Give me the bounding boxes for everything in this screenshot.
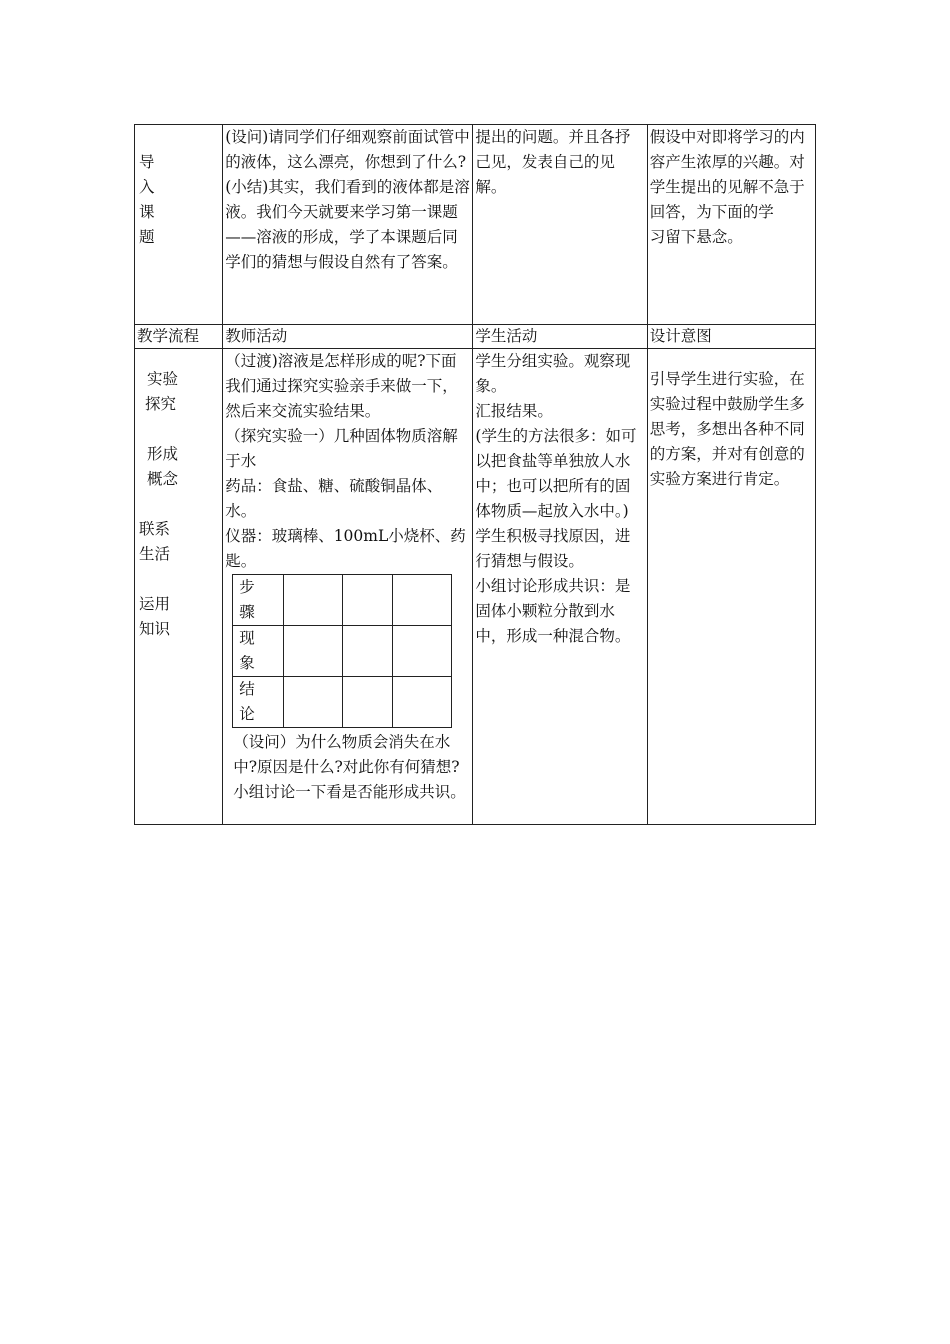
intro-teacher-summary: (小结)其实，我们看到的液体都是溶液。我们今天就要来学习第一课题——溶液的形成，学了本课题后同学们的猜想与假设自然有了答案。 xyxy=(225,178,470,271)
student-line-2: 汇报结果。 xyxy=(475,402,553,420)
header-teacher: 教师活动 xyxy=(223,325,473,349)
record-label-conclusion: 结论 xyxy=(239,680,255,723)
experiment-intent-cell xyxy=(647,349,815,825)
record-cell xyxy=(284,575,343,626)
experiment-row xyxy=(135,349,816,825)
intro-intent-cell xyxy=(647,125,815,325)
teacher-transition: （过渡)溶液是怎样形成的呢?下面我们通过探究实验亲手来做一下，然后来交流实验结果。 xyxy=(225,352,458,420)
intro-intent-text-2: 习留下悬念。 xyxy=(649,228,743,246)
stage-label-g: 运用 xyxy=(139,595,171,613)
student-line-4: 学生积极寻找原因，进行猜想与假设。 xyxy=(475,527,631,570)
stage-label-f: 生活 xyxy=(139,545,171,563)
header-process: 教学流程 xyxy=(135,325,223,349)
stage-label-e: 联系 xyxy=(139,520,171,538)
record-cell xyxy=(393,677,452,728)
experiment-stage-cell xyxy=(135,349,223,825)
teacher-reagents: 药品：食盐、糖、硫酸铜晶体、水。 xyxy=(225,477,443,520)
record-row-conclusion xyxy=(233,677,452,728)
experiment-intent-text: 引导学生进行实验，在实验过程中鼓励学生多思考，多想出各种不同的方案，并对有创意的实验方案进行肯定。 xyxy=(649,370,805,488)
record-cell xyxy=(393,626,452,677)
intro-stage-cell xyxy=(135,125,223,325)
experiment-teacher-cell xyxy=(223,349,473,825)
record-cell xyxy=(343,575,393,626)
record-label-steps: 步骤 xyxy=(239,578,255,621)
student-line-5: 小组讨论形成共识：是固体小颗粒分散到水中，形成一种混合物。 xyxy=(475,577,631,645)
record-cell xyxy=(284,677,343,728)
intro-intent-text-1: 假设中对即将学习的内容产生浓厚的兴趣。对学生提出的见解不急于回答，为下面的学 xyxy=(649,128,805,221)
record-label-phenomena: 现象 xyxy=(239,629,255,672)
record-row-phenomena xyxy=(233,626,452,677)
record-cell xyxy=(343,677,393,728)
stage-label-b: 探究 xyxy=(145,395,177,413)
record-cell xyxy=(393,575,452,626)
stage-label-a: 实验 xyxy=(147,370,179,388)
intro-row xyxy=(135,125,816,325)
teacher-instruments: 仪器：玻璃棒、100mL小烧杯、药匙。 xyxy=(225,527,466,570)
header-intent: 设计意图 xyxy=(647,325,815,349)
record-cell xyxy=(343,626,393,677)
stage-label-h: 知识 xyxy=(139,620,171,638)
stage-label-c: 形成 xyxy=(147,445,179,463)
intro-student-cell xyxy=(473,125,647,325)
intro-teacher-question: (设问)请同学们仔细观察前面试管中的液体，这么漂亮，你想到了什么? xyxy=(225,128,470,171)
intro-student-text: 提出的问题。并且各抒己见，发表自己的见解。 xyxy=(475,128,631,196)
intro-teacher-cell xyxy=(223,125,473,325)
lesson-plan-table xyxy=(134,124,816,825)
stage-label-d: 概念 xyxy=(147,470,179,488)
record-row-steps xyxy=(233,575,452,626)
teacher-experiment-title: （探究实验一）几种固体物质溶解于水 xyxy=(225,427,458,470)
record-cell xyxy=(284,626,343,677)
student-line-3: (学生的方法很多：如可以把食盐等单独放人水中；也可以把所有的固体物质—起放入水中。) xyxy=(475,427,637,520)
intro-stage-label: 导入课题 xyxy=(139,153,155,246)
record-table xyxy=(232,574,452,728)
experiment-student-cell xyxy=(473,349,647,825)
header-row xyxy=(135,325,816,349)
teacher-question: （设问）为什么物质会消失在水中?原因是什么?对此你有何猜想?小组讨论一下看是否能形成共识。 xyxy=(233,733,466,801)
student-line-1: 学生分组实验。观察现象。 xyxy=(475,352,631,395)
header-student: 学生活动 xyxy=(473,325,647,349)
